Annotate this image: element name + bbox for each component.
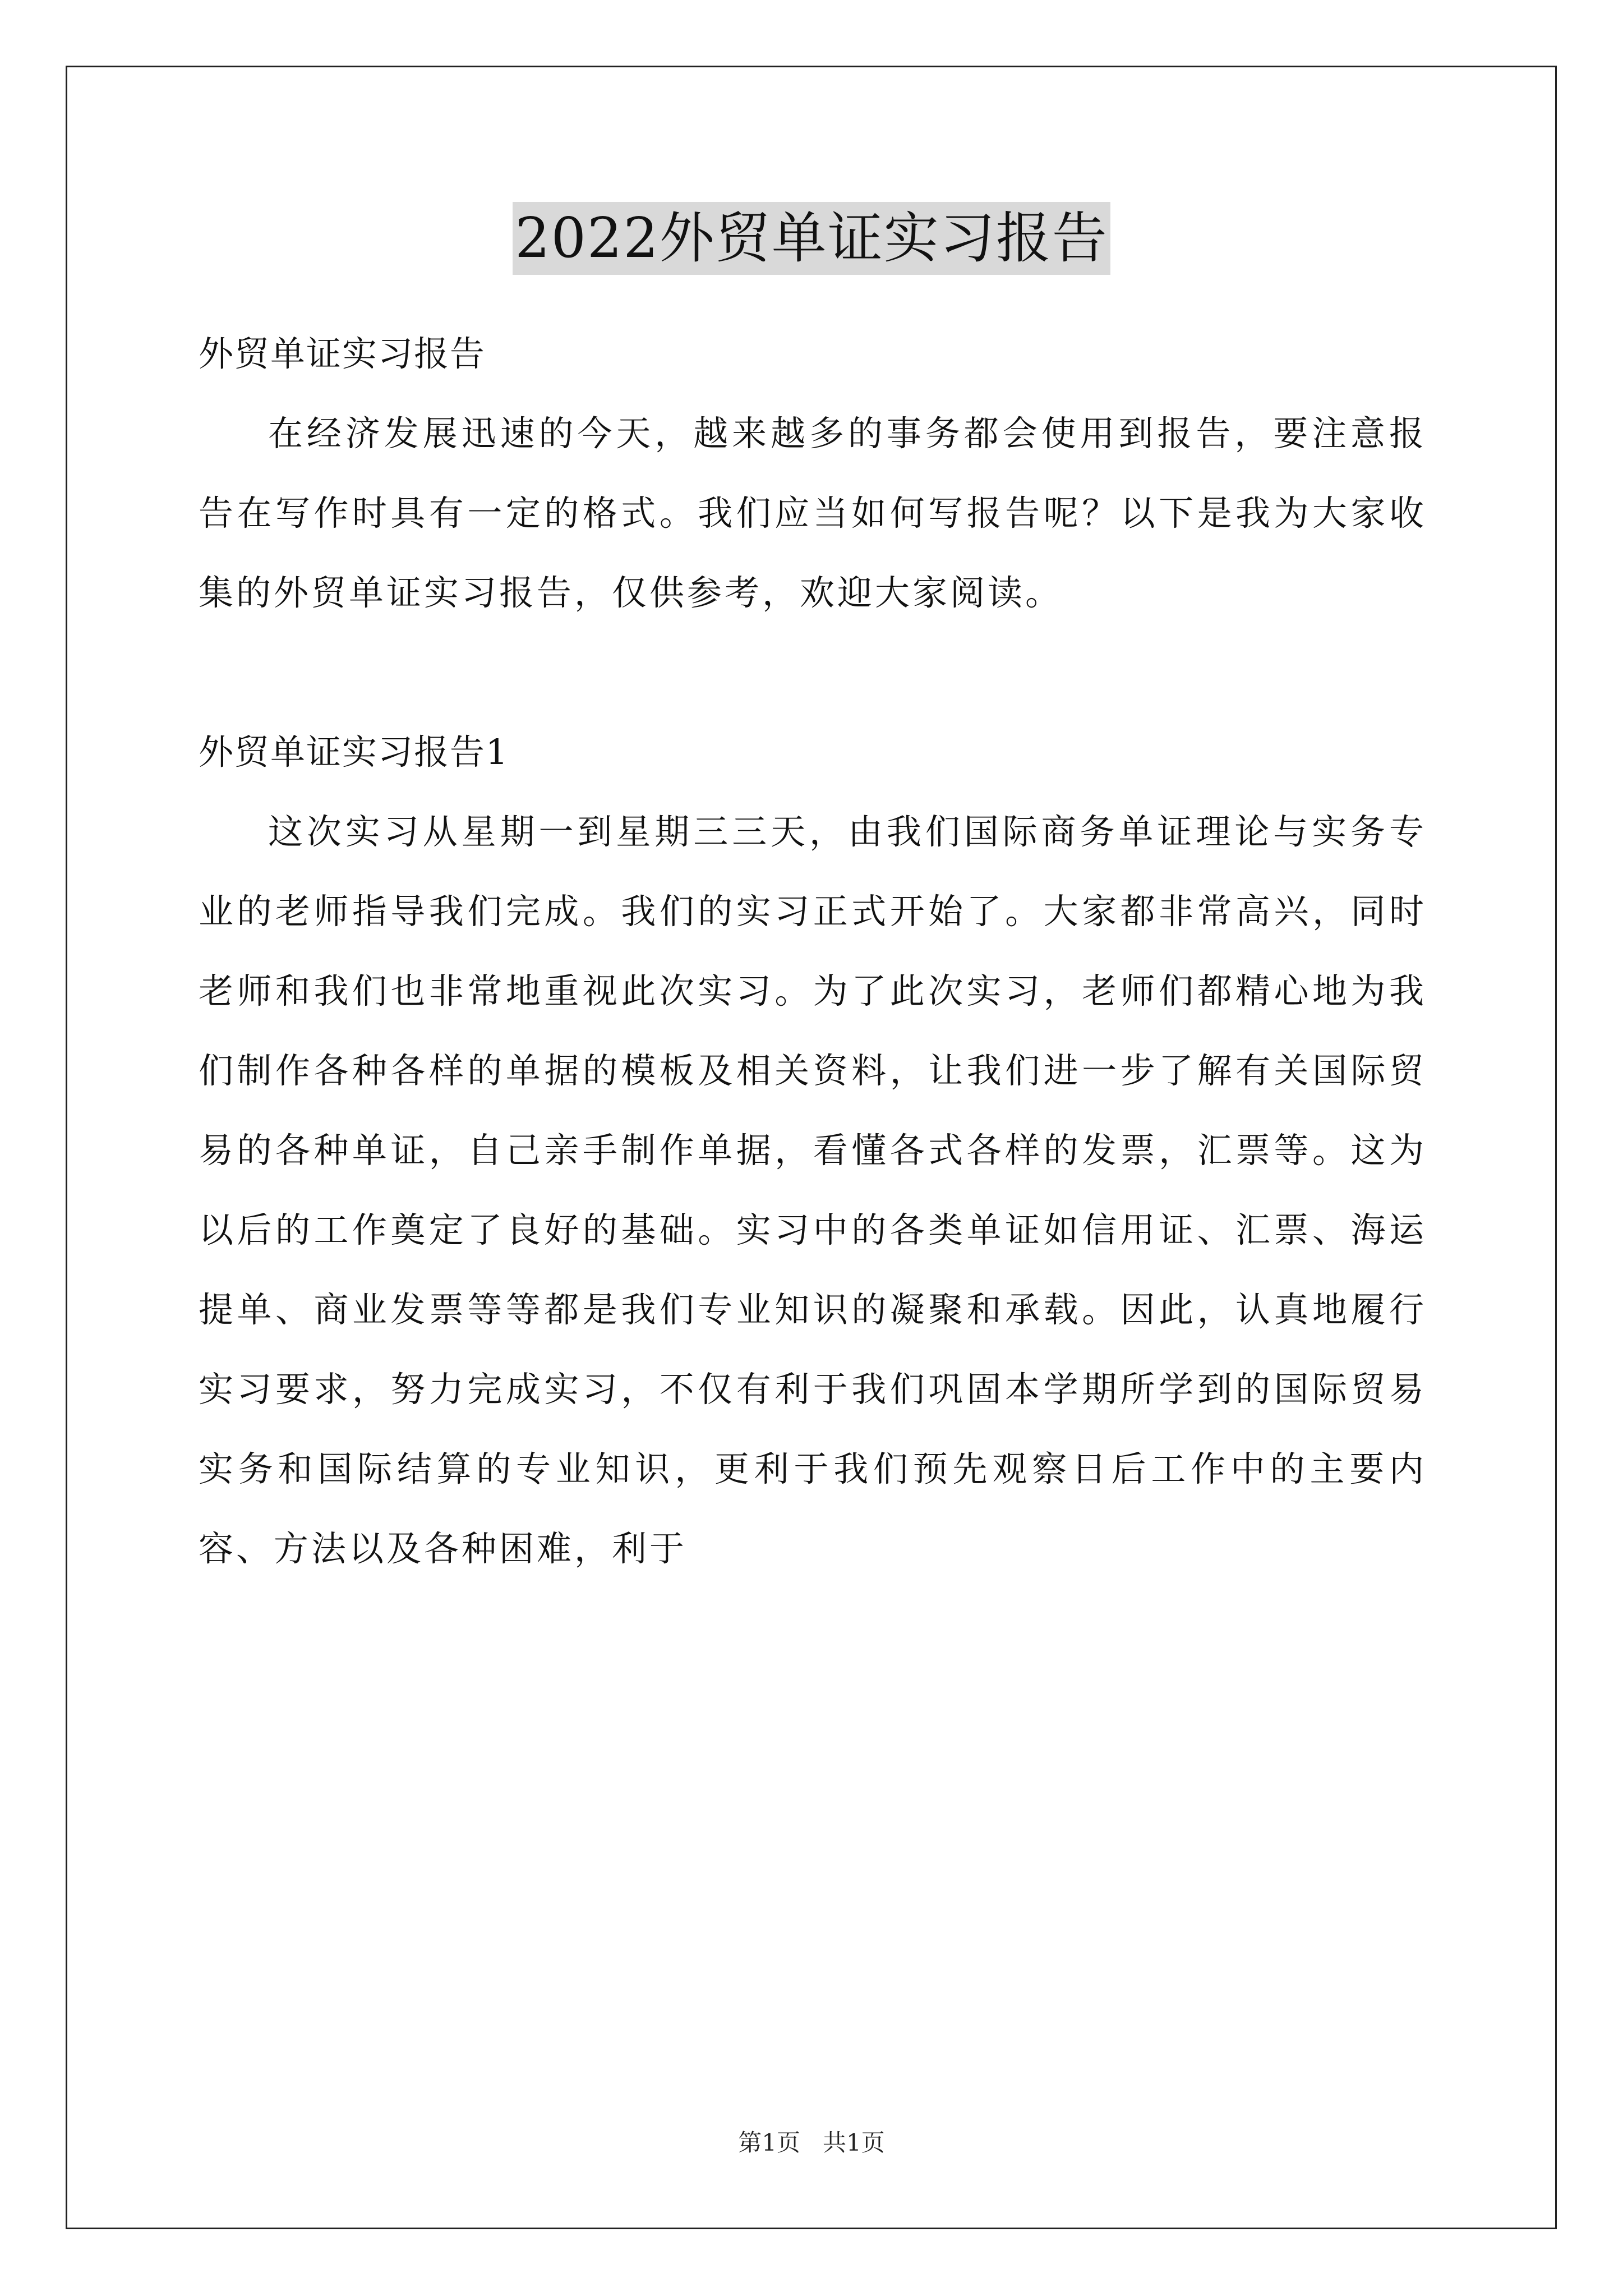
page-footer — [0, 2126, 1623, 2160]
page-total: 共1页 — [823, 2129, 885, 2156]
document-body — [199, 314, 1427, 1589]
section1-paragraph: 这次实习从星期一到星期三三天，由我们国际商务单证理论与实务专业的老师指导我们完成。我们的实习正式开始了。大家都非常高兴，同时老师和我们也非常地重视此次实习。为了此次实习，老师们都精心地为我们制作各种各样的单据的模板及相关资料，让我们进一步了解有关国际贸易的各种单证，自己亲手制作单据，看懂各式各样的发票，汇票等。这为以后的工作奠定了良好的基础。实习中的各类单证如信用证、汇票、海运提单、商业发票等等都是我们专业知识的凝聚和承载。因此，认真地履行实习要求，努力完成实习，不仅有利于我们巩固本学期所学到的国际贸易实务和国际结算的专业知识，更利于我们预先观察日后工作中的主要内容、方法以及各种困难，利于 — [199, 811, 1427, 1569]
document-title: 2022外贸单证实习报告 — [513, 202, 1110, 275]
section-spacer — [199, 633, 1427, 712]
title-container — [0, 202, 1623, 275]
intro-paragraph: 在经济发展迅速的今天，越来越多的事务都会使用到报告，要注意报告在写作时具有一定的格式。我们应当如何写报告呢？以下是我为大家收集的外贸单证实习报告，仅供参考，欢迎大家阅读。 — [199, 413, 1427, 613]
section1-heading: 外贸单证实习报告1 — [199, 731, 509, 772]
intro-heading: 外贸单证实习报告 — [199, 333, 486, 374]
page-number: 第1页 — [738, 2129, 800, 2156]
